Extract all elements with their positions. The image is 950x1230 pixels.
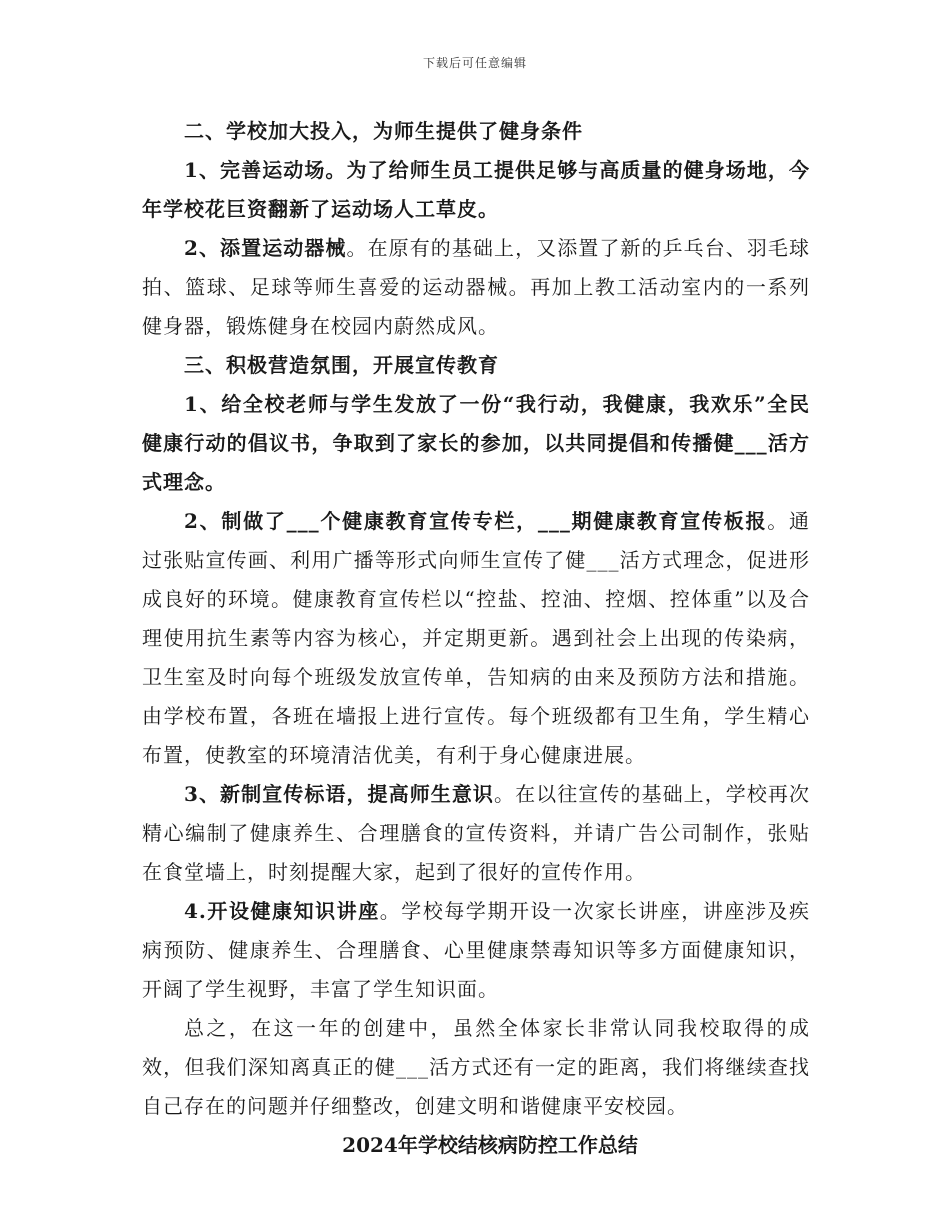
section-3-item-2-text: 。通过张贴宣传画、利用广播等形式向师生宣传了健___活方式理念，促进形成良好的环境。健康教育宣传栏以“控盐、控油、控烟、控体重”以及合理使用抗生素等内容为核心，并定期更新。遇到社会上出现的传染病，卫生室及时向每个班级发放宣传单，告知病的由来及预防方法和措施。由学校布置，各班在墙报上进行宣传。每个班级都有卫生角，学生精心布置，使教室的环境清洁优美，有利于身心健康进展。 [142,509,810,767]
section-2-item-2-title: 2、添置运动器械 [184,236,347,260]
section-3-heading: 三、积极营造氛围，开展宣传教育 [184,353,499,377]
page-header-note: 下载后可任意编辑 [422,56,527,70]
conclusion-paragraph: 总之，在这一年的创建中，虽然全体家长非常认同我校取得的成效，但我们深知离真正的健___活方式还有一定的距离，我们将继续查找自己存在的问题并仔细整改，创建文明和谐健康平安校园。 [142,1016,810,1118]
section-3-item-3-text: 。在以往宣传的基础上，学校再次精心编制了健康养生、合理膳食的宣传资料，并请广告公司制作，张贴在食堂墙上，时刻提醒大家，起到了很好的宣传作用。 [142,782,811,884]
next-document-title: 2024年学校结核病防控工作总结 [342,1133,638,1157]
section-3-item-4-text: 。学校每学期开设一次家长讲座，讲座涉及疾病预防、健康养生、合理膳食、心里健康禁毒知识等多方面健康知识，开阔了学生视野，丰富了学生知识面。 [142,899,811,1001]
section-3-item-2-title: 2、制做了___个健康教育宣传专栏，___期健康教育宣传板报 [184,509,768,533]
section-2-heading: 二、学校加大投入，为师生提供了健身条件 [184,119,583,143]
section-3-item-4 [142,892,810,1009]
section-3-item-3 [142,775,810,892]
section-3-item-2 [142,502,810,775]
section-2-item-2 [142,229,810,346]
section-3-item-1: 1、给全校老师与学生发放了一份“我行动，我健康，我欢乐”全民健康行动的倡议书，争取到了家长的参加，以共同提倡和传播健___活方式理念。 [142,392,810,494]
section-3-item-4-title: 4.开设健康知识讲座 [184,899,380,923]
section-2-item-1: 1、完善运动场。为了给师生员工提供足够与高质量的健身场地，今年学校花巨资翻新了运动场人工草皮。 [142,158,810,221]
document-body [142,112,810,1185]
section-3-item-3-title: 3、新制宣传标语，提高师生意识 [184,782,494,806]
section-2-item-2-text: 。在原有的基础上，又添置了新的乒乓台、羽毛球拍、篮球、足球等师生喜爱的运动器械。再加上教工活动室内的一系列健身器，锻炼健身在校园内蔚然成风。 [142,236,811,338]
